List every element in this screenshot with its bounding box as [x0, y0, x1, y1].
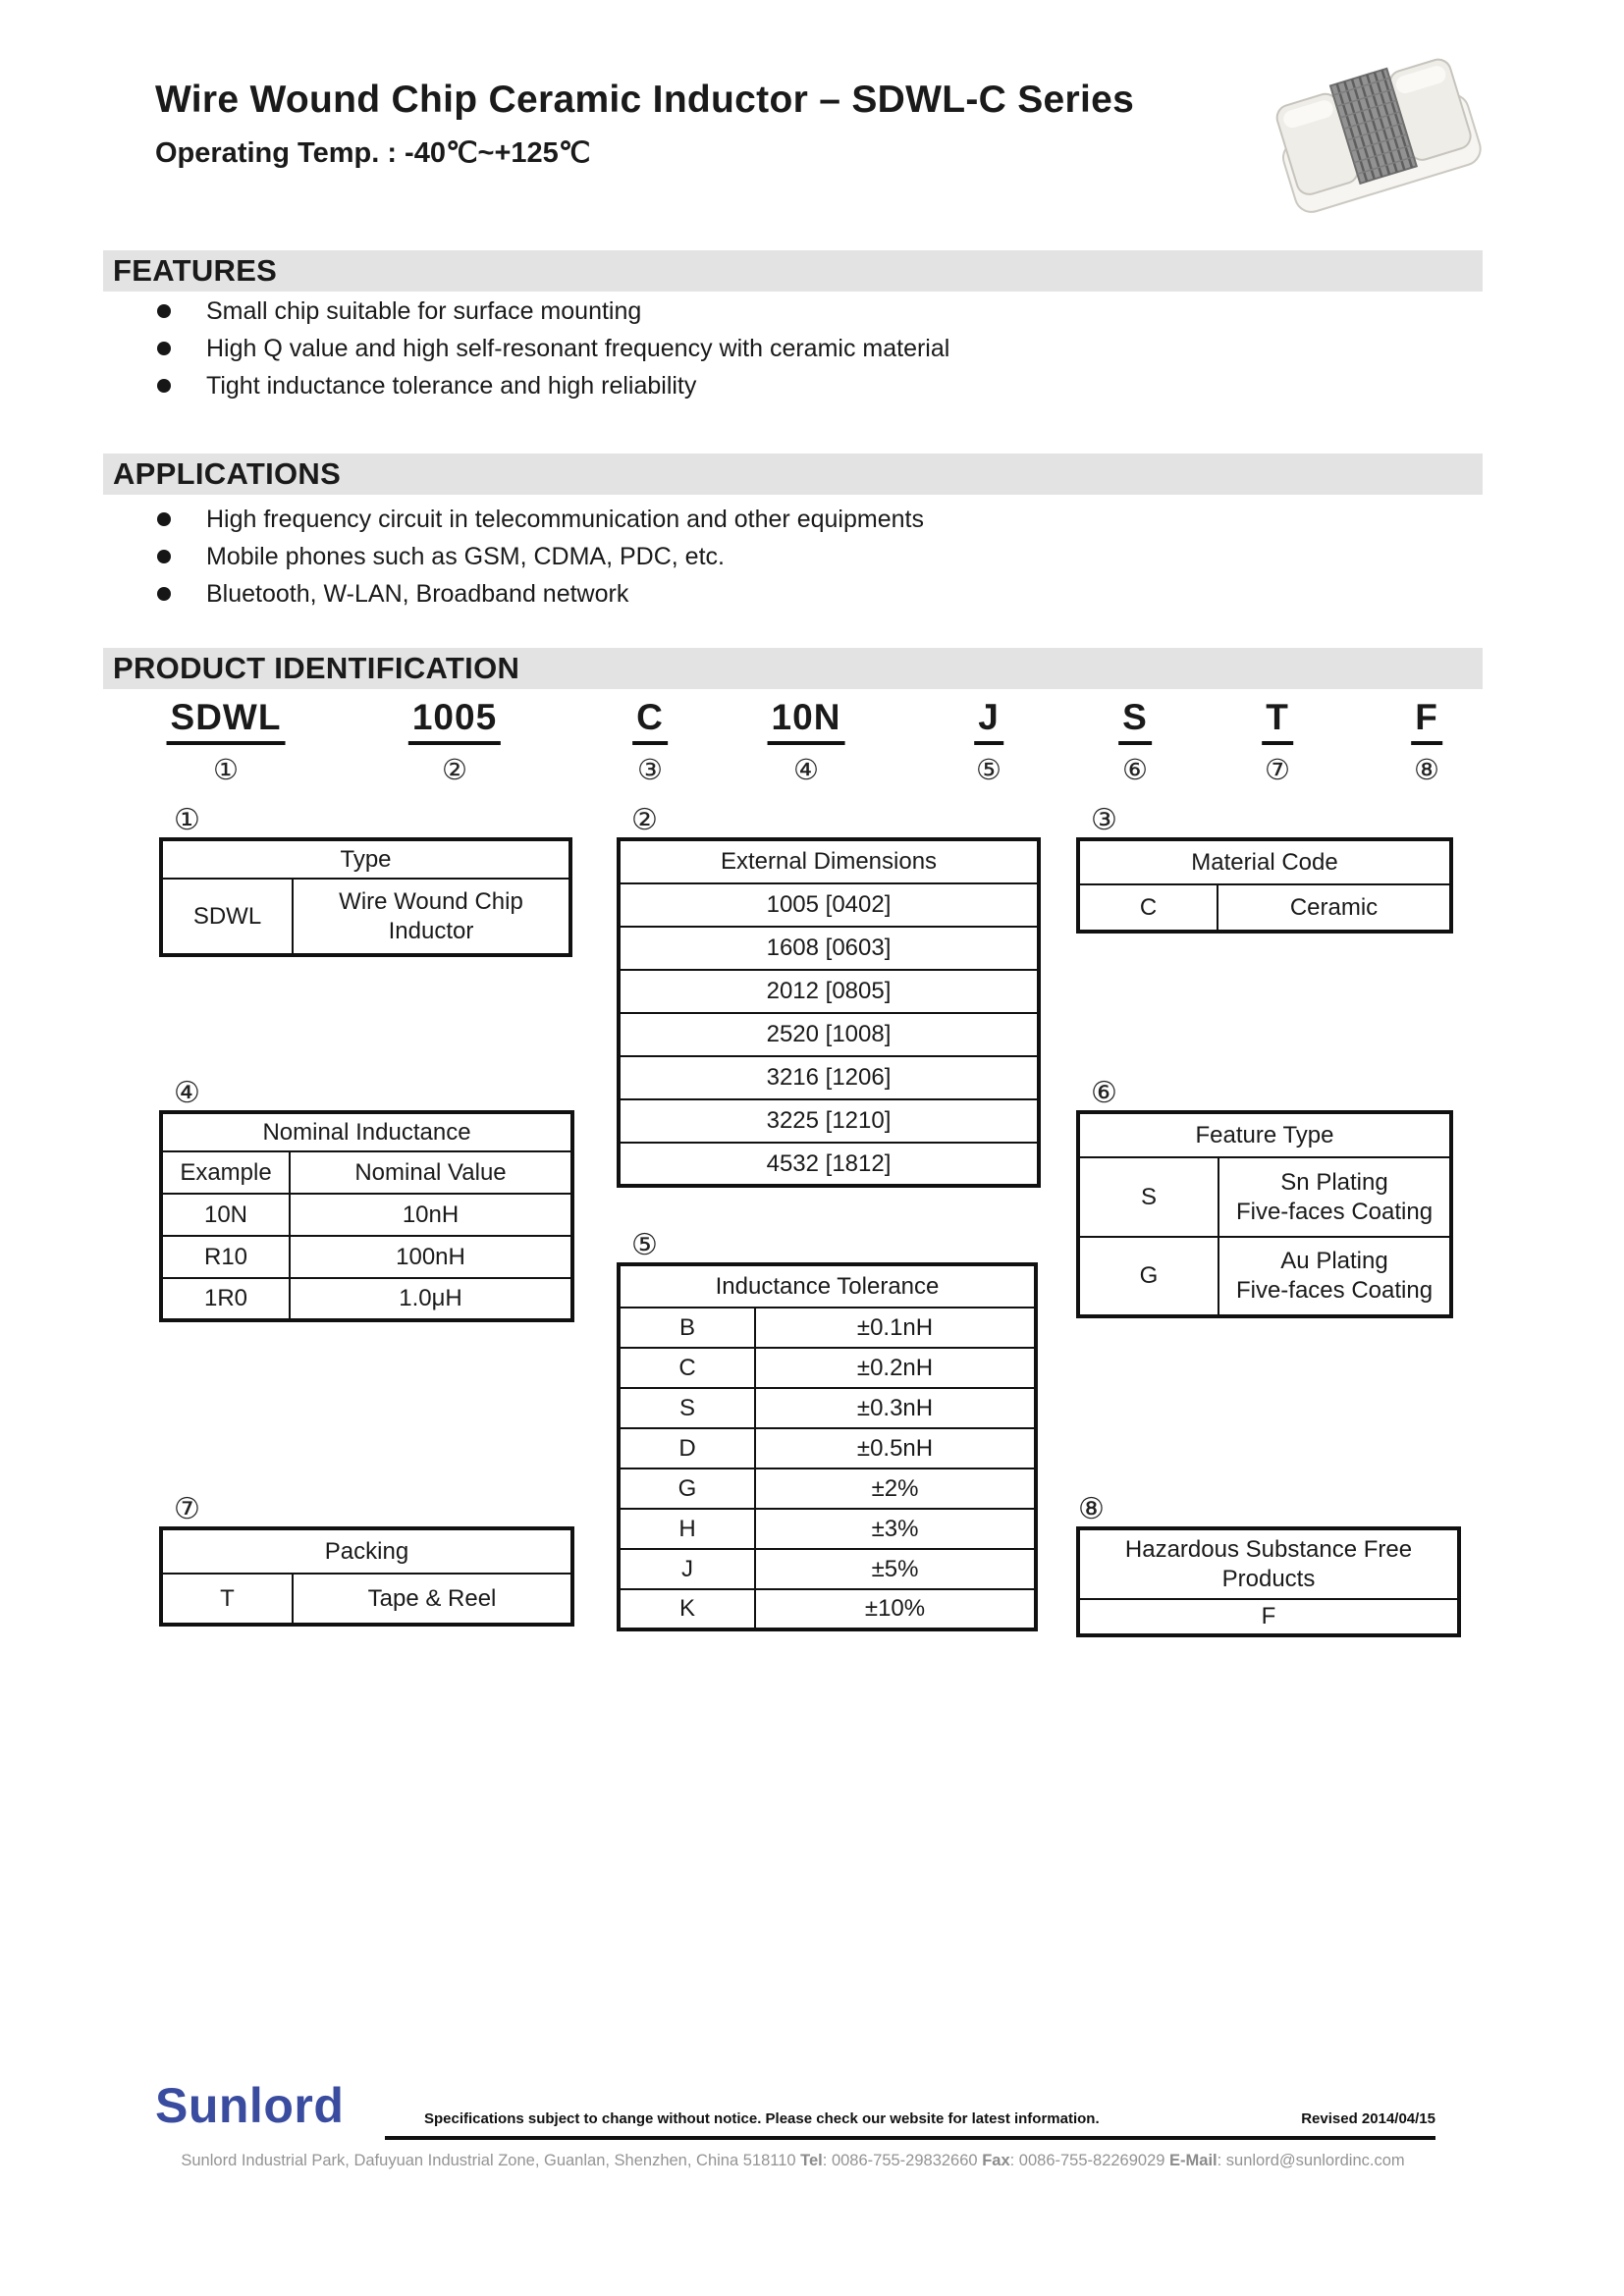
table-row — [619, 1589, 1036, 1629]
application-text: High frequency circuit in telecommunication and other equipments — [206, 505, 924, 533]
feature-desc-line: Five-faces Coating — [1235, 1277, 1434, 1304]
list-item — [157, 501, 924, 538]
table-row — [619, 1468, 1036, 1509]
circled-number-icon: ④ — [174, 1077, 200, 1109]
circled-number-icon: ② — [631, 804, 658, 836]
table-row — [1078, 1157, 1451, 1237]
feature-type-table — [1076, 1110, 1453, 1318]
dimension-cell: 2012 [0805] — [619, 970, 1039, 1013]
features-list — [157, 293, 949, 404]
table-header: Inductance Tolerance — [619, 1264, 1036, 1308]
example-cell: 1R0 — [161, 1278, 290, 1320]
features-heading: FEATURES — [113, 253, 278, 288]
tolerance-value-cell: ±5% — [755, 1549, 1036, 1589]
address-text: Sunlord Industrial Park, Dafuyuan Industrial Zone, Guanlan, Shenzhen, China 518110 — [181, 2152, 796, 2169]
packing-table-block — [159, 1492, 574, 1627]
revision-date: Revised 2014/04/15 — [1301, 2110, 1435, 2127]
table-row — [161, 1574, 572, 1625]
feature-desc-cell — [1218, 1237, 1451, 1316]
part-code-text: F — [1411, 697, 1442, 745]
table-header: Type — [161, 839, 570, 879]
footer-notice-row — [424, 2110, 1435, 2127]
table-header: Material Code — [1078, 839, 1451, 884]
circled-number-icon: ① — [174, 804, 200, 836]
tolerance-table-block — [617, 1228, 1038, 1631]
feature-desc-line: Five-faces Coating — [1235, 1198, 1434, 1225]
part-code-segment — [632, 697, 668, 787]
material-table-block — [1076, 803, 1453, 934]
tel-value: : 0086-755-29832660 — [822, 2152, 978, 2169]
part-code-segment — [167, 697, 286, 787]
part-code-text: 1005 — [408, 697, 501, 745]
bullet-icon — [157, 379, 171, 393]
table-row — [161, 1151, 572, 1194]
table-row — [1078, 884, 1451, 932]
table-row — [161, 1278, 572, 1320]
dimension-cell: 1005 [0402] — [619, 883, 1039, 927]
product-identification-heading: PRODUCT IDENTIFICATION — [113, 651, 520, 685]
tolerance-code-cell: D — [619, 1428, 755, 1468]
table-header: External Dimensions — [619, 839, 1039, 883]
feature-desc-line: Au Plating — [1280, 1248, 1388, 1274]
bullet-icon — [157, 587, 171, 601]
table-row — [161, 879, 570, 955]
part-code-segment — [1262, 697, 1293, 787]
table-row — [619, 1099, 1039, 1143]
value-cell: 1.0μH — [290, 1278, 572, 1320]
tolerance-code-cell: K — [619, 1589, 755, 1629]
footer-notice: Specifications subject to change without notice. Please check our website for latest information. — [424, 2110, 1100, 2127]
part-code-text: C — [632, 697, 668, 745]
chip-inductor-image — [1262, 41, 1492, 238]
feature-text: Tight inductance tolerance and high reliability — [206, 371, 697, 400]
inductance-table-block — [159, 1076, 574, 1322]
part-code-text: S — [1118, 697, 1152, 745]
bullet-icon — [157, 342, 171, 355]
table-row — [619, 927, 1039, 970]
feature-type-table-block — [1076, 1076, 1453, 1318]
circled-number-icon: ③ — [636, 755, 663, 786]
bullet-icon — [157, 512, 171, 526]
feature-desc-line: Sn Plating — [1280, 1168, 1388, 1196]
table-header: Hazardous Substance Free Products — [1078, 1528, 1459, 1599]
material-code-cell: C — [1078, 884, 1218, 932]
tolerance-value-cell: ±0.1nH — [755, 1308, 1036, 1348]
fax-value: : 0086-755-82269029 — [1009, 2152, 1165, 2169]
table-row — [619, 970, 1039, 1013]
page-title: Wire Wound Chip Ceramic Inductor – SDWL-C Series — [155, 79, 1135, 121]
application-text: Mobile phones such as GSM, CDMA, PDC, etc. — [206, 542, 725, 570]
circled-number-icon: ⑦ — [174, 1493, 200, 1525]
inductance-table — [159, 1110, 574, 1322]
dimension-cell: 3225 [1210] — [619, 1099, 1039, 1143]
table-header: Nominal Inductance — [161, 1112, 572, 1151]
table-row — [619, 1549, 1036, 1589]
material-desc-cell: Ceramic — [1218, 884, 1451, 932]
part-code-segment — [1411, 697, 1442, 787]
hazardous-table — [1076, 1526, 1461, 1637]
table-row — [619, 1428, 1036, 1468]
column-header: Nominal Value — [290, 1151, 572, 1194]
applications-list — [157, 501, 924, 613]
feature-code-cell: G — [1078, 1237, 1218, 1316]
feature-text: Small chip suitable for surface mounting — [206, 296, 642, 325]
table-row — [1078, 1599, 1459, 1635]
circled-number-icon: ⑥ — [1091, 1077, 1117, 1109]
example-cell: 10N — [161, 1194, 290, 1236]
part-code-text: J — [974, 697, 1003, 745]
tolerance-code-cell: B — [619, 1308, 755, 1348]
applications-section-bar — [103, 454, 1483, 495]
packing-desc-cell: Tape & Reel — [293, 1574, 572, 1625]
example-cell: R10 — [161, 1236, 290, 1278]
table-row — [619, 1509, 1036, 1549]
value-cell: 100nH — [290, 1236, 572, 1278]
table-row — [1078, 1237, 1451, 1316]
table-row — [619, 1143, 1039, 1186]
part-code-text: T — [1262, 697, 1293, 745]
operating-temp: Operating Temp. : -40℃~+125℃ — [155, 137, 591, 169]
dimensions-table — [617, 837, 1041, 1188]
list-item — [157, 538, 924, 575]
table-row — [619, 1308, 1036, 1348]
circled-number-icon: ② — [442, 755, 467, 786]
company-address — [103, 2152, 1483, 2170]
table-row — [619, 1388, 1036, 1428]
type-code-cell: SDWL — [161, 879, 293, 955]
list-item — [157, 330, 949, 367]
fax-label: Fax — [982, 2152, 1010, 2169]
tolerance-code-cell: C — [619, 1348, 755, 1388]
dimensions-table-block — [617, 803, 1041, 1188]
tolerance-code-cell: S — [619, 1388, 755, 1428]
tel-label: Tel — [800, 2152, 823, 2169]
sunlord-logo: Sunlord — [155, 2078, 345, 2133]
tolerance-code-cell: G — [619, 1468, 755, 1509]
circled-number-icon: ③ — [1091, 804, 1117, 836]
table-row — [619, 1013, 1039, 1056]
tolerance-table — [617, 1262, 1038, 1631]
tolerance-value-cell: ±3% — [755, 1509, 1036, 1549]
circled-number-icon: ⑦ — [1264, 755, 1290, 786]
table-header: Feature Type — [1078, 1112, 1451, 1157]
dimension-cell: 3216 [1206] — [619, 1056, 1039, 1099]
list-item — [157, 293, 949, 330]
table-row — [619, 1056, 1039, 1099]
email-value: : sunlord@sunlordinc.com — [1217, 2152, 1405, 2169]
bullet-icon — [157, 304, 171, 318]
applications-heading: APPLICATIONS — [113, 456, 342, 491]
product-identification-section-bar — [103, 648, 1483, 689]
type-table-block — [159, 803, 572, 957]
part-code-text: 10N — [768, 697, 845, 745]
dimension-cell: 1608 [0603] — [619, 927, 1039, 970]
table-row — [619, 883, 1039, 927]
circled-number-icon: ① — [213, 755, 239, 786]
feature-text: High Q value and high self-resonant frequency with ceramic material — [206, 334, 950, 362]
part-code-segment — [974, 697, 1003, 787]
table-header: Packing — [161, 1528, 572, 1574]
tolerance-code-cell: J — [619, 1549, 755, 1589]
part-code-segment — [408, 697, 501, 787]
circled-number-icon: ⑤ — [631, 1229, 658, 1261]
list-item — [157, 575, 924, 613]
email-label: E-Mail — [1169, 2152, 1218, 2169]
part-code-text: SDWL — [167, 697, 286, 745]
tolerance-code-cell: H — [619, 1509, 755, 1549]
hazardous-code-cell: F — [1078, 1599, 1459, 1635]
list-item — [157, 367, 949, 404]
feature-code-cell: S — [1078, 1157, 1218, 1237]
tolerance-value-cell: ±0.5nH — [755, 1428, 1036, 1468]
application-text: Bluetooth, W-LAN, Broadband network — [206, 579, 629, 608]
type-desc-cell: Wire Wound Chip Inductor — [293, 879, 570, 955]
footer-divider — [385, 2136, 1435, 2140]
chip-inductor-illustration — [1262, 41, 1492, 238]
part-code-segment — [768, 697, 845, 787]
table-row — [161, 1236, 572, 1278]
bullet-icon — [157, 550, 171, 563]
circled-number-icon: ⑧ — [1413, 755, 1439, 786]
tolerance-value-cell: ±0.3nH — [755, 1388, 1036, 1428]
circled-number-icon: ④ — [792, 755, 819, 786]
circled-number-icon: ⑤ — [975, 755, 1001, 786]
value-cell: 10nH — [290, 1194, 572, 1236]
part-code-segment — [1118, 697, 1152, 787]
tolerance-value-cell: ±10% — [755, 1589, 1036, 1629]
packing-table — [159, 1526, 574, 1627]
table-row — [161, 1194, 572, 1236]
dimension-cell: 4532 [1812] — [619, 1143, 1039, 1186]
tolerance-value-cell: ±0.2nH — [755, 1348, 1036, 1388]
table-row — [619, 1348, 1036, 1388]
column-header: Example — [161, 1151, 290, 1194]
feature-desc-cell — [1218, 1157, 1451, 1237]
circled-number-icon: ⑥ — [1122, 755, 1148, 786]
material-table — [1076, 837, 1453, 934]
packing-code-cell: T — [161, 1574, 293, 1625]
circled-number-icon: ⑧ — [1078, 1493, 1105, 1525]
tolerance-value-cell: ±2% — [755, 1468, 1036, 1509]
dimension-cell: 2520 [1008] — [619, 1013, 1039, 1056]
type-table — [159, 837, 572, 957]
features-section-bar — [103, 250, 1483, 292]
hazardous-table-block — [1076, 1492, 1461, 1637]
